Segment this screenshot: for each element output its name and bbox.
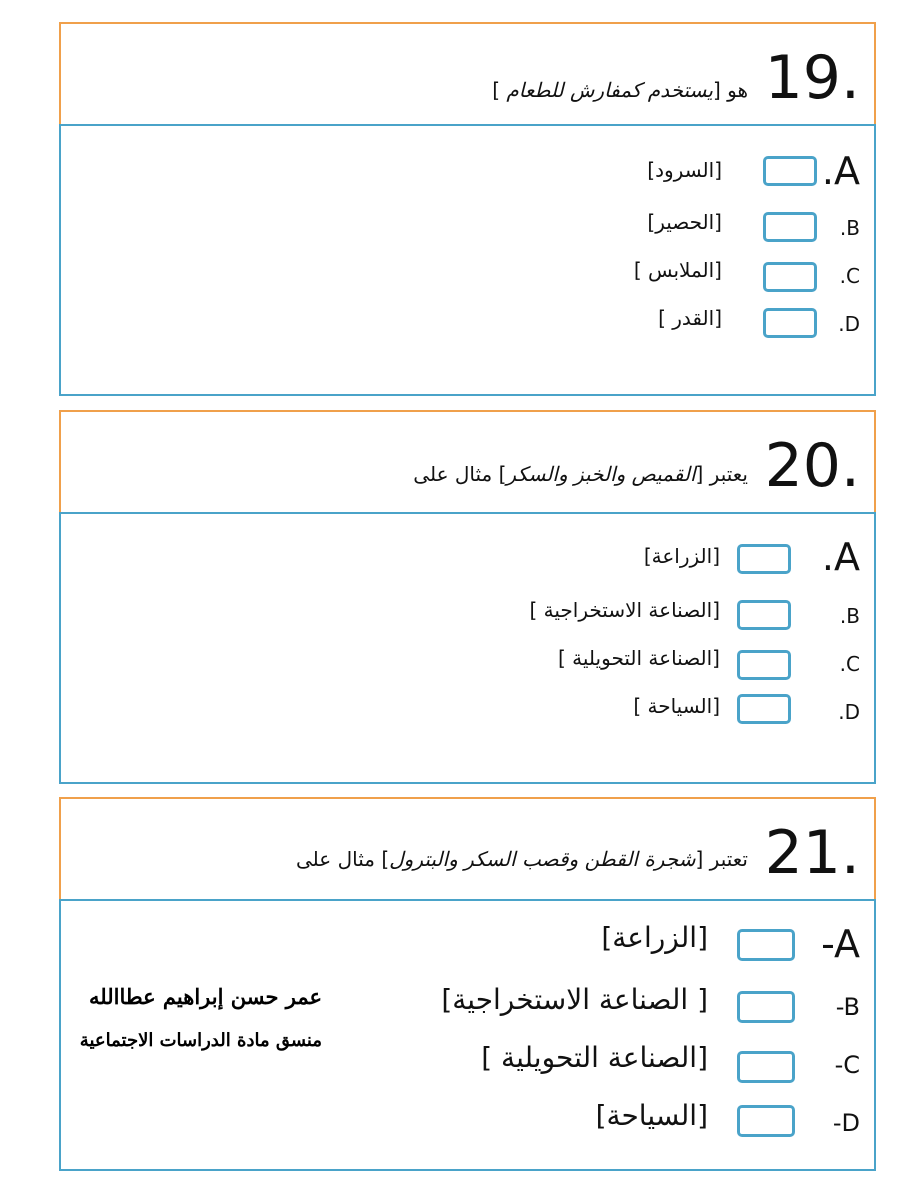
option-text: [الزراعة] bbox=[643, 544, 720, 568]
option-letter: -D bbox=[832, 1109, 860, 1137]
question-text-prefix: يعتبر [ bbox=[695, 462, 748, 486]
option-checkbox-c[interactable] bbox=[737, 650, 791, 680]
question-number: 19. bbox=[764, 43, 860, 113]
option-text: [السياحة ] bbox=[633, 694, 720, 718]
signature-stamp bbox=[79, 966, 322, 1078]
option-text: [ الصناعة الاستخراجية] bbox=[441, 983, 708, 1016]
question-text-suffix: ] bbox=[492, 78, 507, 102]
option-text: [القدر ] bbox=[658, 306, 722, 330]
option-letter: -C bbox=[834, 1051, 860, 1079]
question-text-italic: شجرة القطن وقصب السكر والبترول bbox=[389, 847, 696, 871]
option-letter: .D bbox=[838, 312, 860, 336]
option-letter: .C bbox=[839, 652, 860, 676]
option-text: [الحصير] bbox=[647, 210, 722, 234]
option-letter: -B bbox=[835, 993, 860, 1021]
question-19-header bbox=[59, 22, 876, 126]
option-checkbox-a[interactable] bbox=[763, 156, 817, 186]
option-letter: .A bbox=[821, 149, 860, 193]
option-letter: .A bbox=[821, 535, 860, 579]
option-checkbox-d[interactable] bbox=[737, 694, 791, 724]
option-checkbox-d[interactable] bbox=[737, 1105, 795, 1137]
question-text-suffix: ] مثال على bbox=[296, 847, 390, 871]
option-text: [الملابس ] bbox=[633, 258, 722, 282]
question-text bbox=[296, 847, 748, 871]
question-text-suffix: ] مثال على bbox=[413, 462, 507, 486]
option-text: [الصناعة الاستخراجية ] bbox=[529, 598, 720, 622]
option-text: [الزراعة] bbox=[601, 921, 708, 954]
question-text bbox=[413, 462, 748, 486]
option-checkbox-b[interactable] bbox=[763, 212, 817, 242]
option-letter: .B bbox=[839, 216, 860, 240]
question-20-header bbox=[59, 410, 876, 514]
option-text: [الصناعة التحويلية ] bbox=[481, 1041, 708, 1074]
option-letter: .B bbox=[839, 604, 860, 628]
question-21-header bbox=[59, 797, 876, 901]
option-checkbox-c[interactable] bbox=[763, 262, 817, 292]
question-text-italic: القميص والخبز والسكر bbox=[506, 462, 696, 486]
option-letter: -A bbox=[821, 922, 860, 966]
option-checkbox-b[interactable] bbox=[737, 991, 795, 1023]
signature-name: عمر حسن إبراهيم عطاالله bbox=[89, 984, 322, 1009]
option-letter: .C bbox=[839, 264, 860, 288]
question-text bbox=[492, 78, 748, 102]
signature-title: منسق مادة الدراسات الاجتماعية bbox=[79, 1030, 322, 1051]
option-text: [السرود] bbox=[647, 158, 722, 182]
option-letter: .D bbox=[838, 700, 860, 724]
question-20-options bbox=[59, 512, 876, 784]
option-checkbox-d[interactable] bbox=[763, 308, 817, 338]
question-number: 20. bbox=[764, 431, 860, 501]
question-text-italic: يستخدم كمفارش للطعام bbox=[506, 78, 713, 102]
option-text: [الصناعة التحويلية ] bbox=[558, 646, 720, 670]
question-text-prefix: هو [ bbox=[712, 78, 748, 102]
option-checkbox-a[interactable] bbox=[737, 929, 795, 961]
question-number: 21. bbox=[764, 818, 860, 888]
option-checkbox-c[interactable] bbox=[737, 1051, 795, 1083]
question-text-prefix: تعتبر [ bbox=[695, 847, 748, 871]
option-text: [السياحة] bbox=[595, 1099, 708, 1132]
option-checkbox-b[interactable] bbox=[737, 600, 791, 630]
option-checkbox-a[interactable] bbox=[737, 544, 791, 574]
question-19-options bbox=[59, 124, 876, 396]
